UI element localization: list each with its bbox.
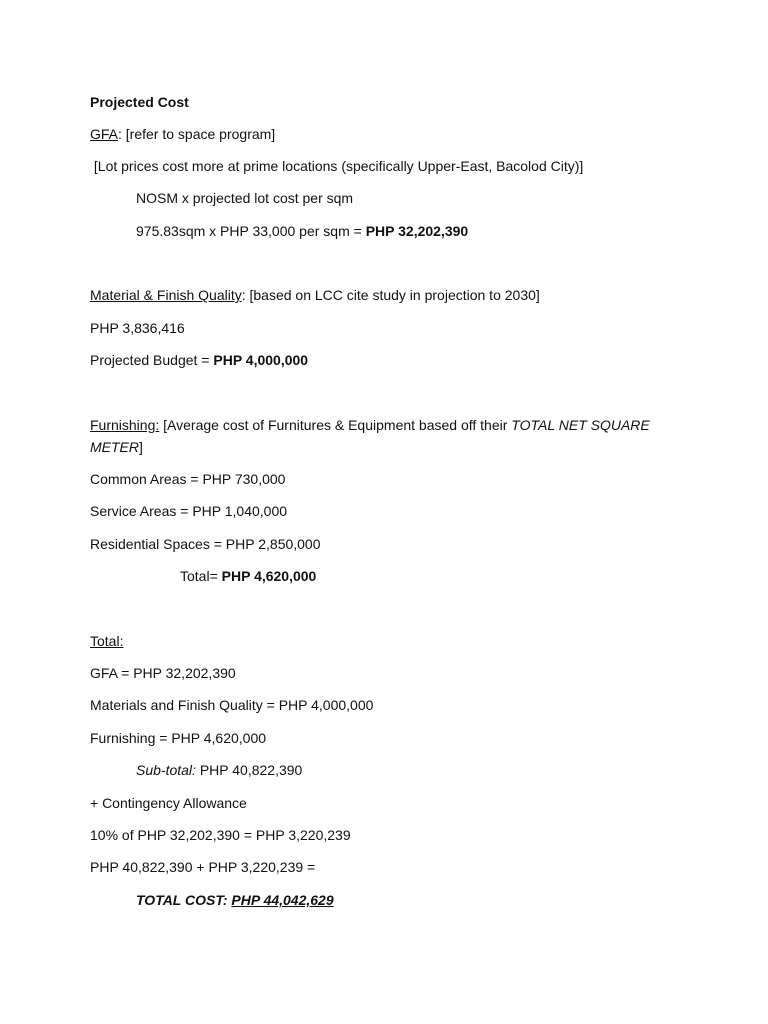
furnishing-note-italic-b: METER <box>90 439 139 455</box>
section-title-projected-cost: Projected Cost <box>90 94 189 110</box>
furnishing-total <box>180 567 316 585</box>
materials-note: : [based on LCC cite study in projection to 2030] <box>241 287 540 303</box>
lot-cost-result: PHP 32,202,390 <box>365 223 469 239</box>
materials-budget <box>90 351 308 369</box>
lot-cost-formula: NOSM x projected lot cost per sqm <box>136 190 354 206</box>
materials-budget-text: Projected Budget = <box>90 352 214 368</box>
gfa-label: GFA <box>90 126 119 142</box>
furnishing-line <box>90 416 650 434</box>
materials-budget-value: PHP 4,000,000 <box>213 352 309 368</box>
lot-cost-calc-text: 975.83sqm x PHP 33,000 per sqm = <box>136 223 366 239</box>
contingency-allowance: + Contingency Allowance <box>90 795 247 811</box>
subtotal-line <box>136 761 302 779</box>
total-section-label: Total: <box>90 633 124 649</box>
contingency-calculation: 10% of PHP 32,202,390 = PHP 3,220,239 <box>90 827 351 843</box>
total-cost-value: PHP 44,042,629 <box>231 892 334 908</box>
total-materials: Materials and Finish Quality = PHP 4,000,000 <box>90 697 374 713</box>
subtotal-value: PHP 40,822,390 <box>195 762 303 778</box>
gfa-note: : [refer to space program] <box>118 126 276 142</box>
lot-price-note: [Lot prices cost more at prime locations (specifically Upper-East, Bacolod City)] <box>90 158 584 174</box>
furnishing-service-areas: Service Areas = PHP 1,040,000 <box>90 503 288 519</box>
furnishing-note-a: [Average cost of Furnitures & Equipment based off their <box>159 417 512 433</box>
furnishing-residential-spaces: Residential Spaces = PHP 2,850,000 <box>90 536 321 552</box>
materials-label: Material & Finish Quality <box>90 287 242 303</box>
total-cost-line <box>136 891 334 909</box>
gfa-line <box>90 125 275 143</box>
furnishing-note-italic-a: TOTAL NET SQUARE <box>511 417 650 433</box>
furnishing-label: Furnishing: <box>90 417 160 433</box>
total-furnishing: Furnishing = PHP 4,620,000 <box>90 730 267 746</box>
materials-amount: PHP 3,836,416 <box>90 320 185 336</box>
furnishing-total-value: PHP 4,620,000 <box>221 568 317 584</box>
furnishing-note-b: ] <box>139 439 143 455</box>
total-gfa: GFA = PHP 32,202,390 <box>90 665 236 681</box>
sum-line: PHP 40,822,390 + PHP 3,220,239 = <box>90 859 316 875</box>
subtotal-label: Sub-total: <box>136 762 196 778</box>
furnishing-common-areas: Common Areas = PHP 730,000 <box>90 471 286 487</box>
total-cost-label: TOTAL COST: <box>136 892 232 908</box>
materials-line <box>90 286 540 304</box>
furnishing-total-text: Total= <box>180 568 222 584</box>
furnishing-line-2 <box>90 438 143 456</box>
lot-cost-calculation <box>136 222 468 240</box>
